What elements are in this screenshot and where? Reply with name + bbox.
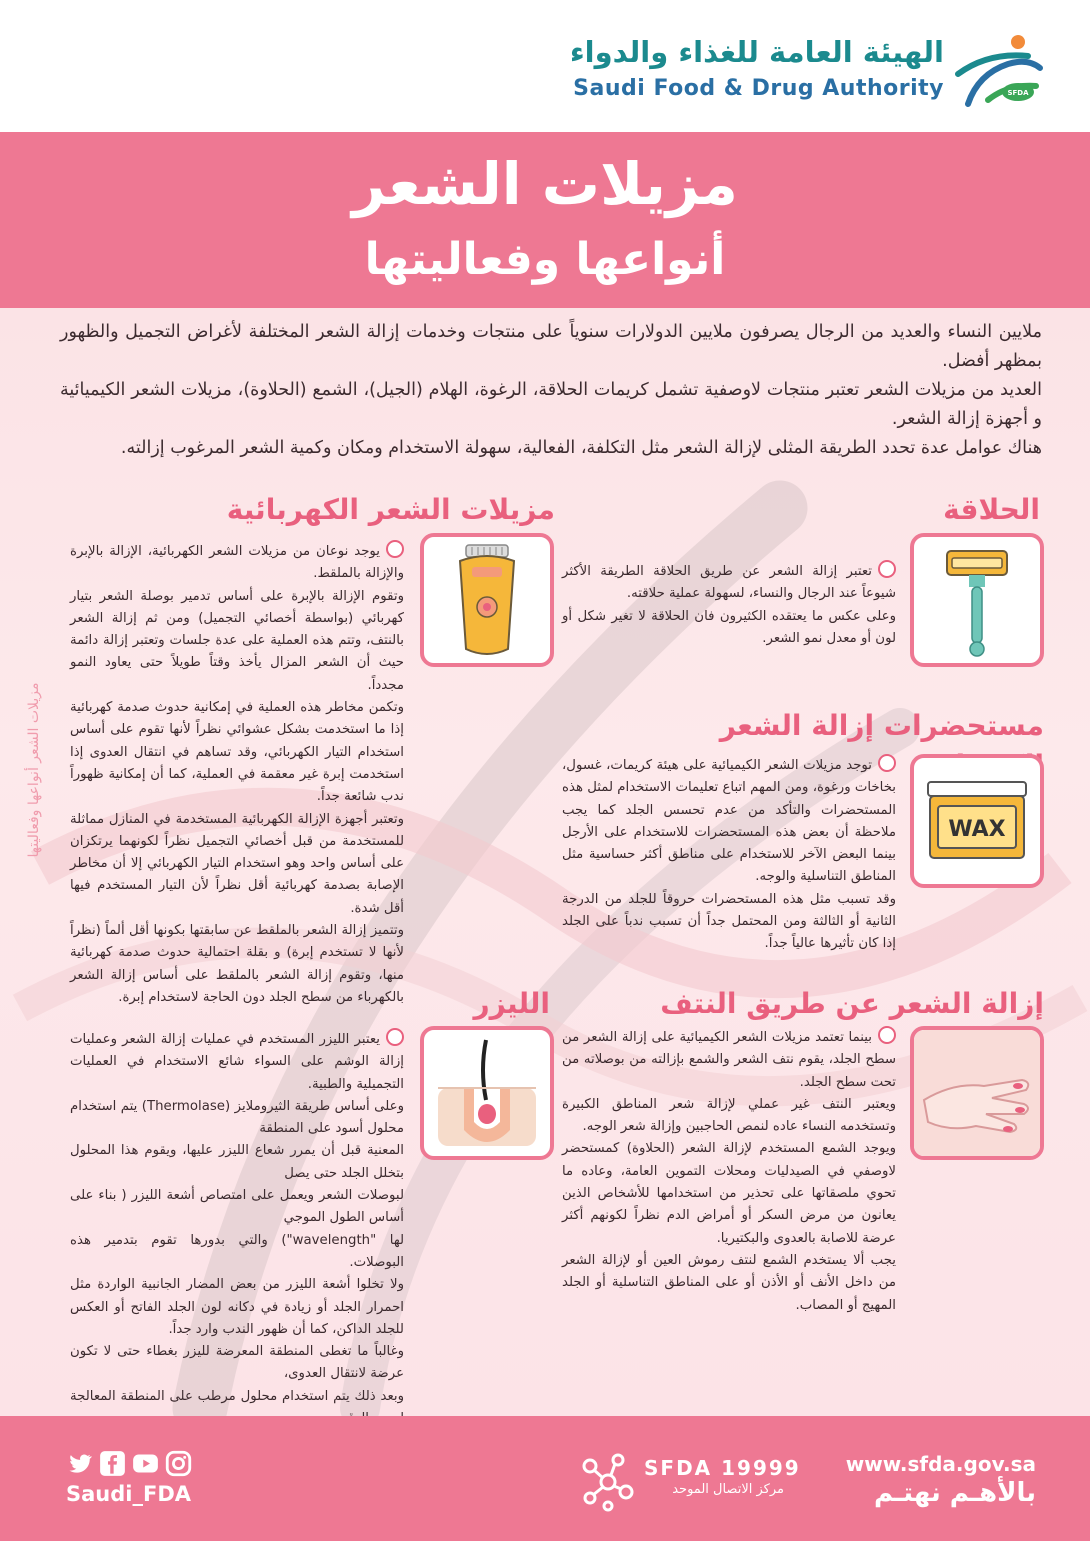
wax-jar-icon [914,758,1040,884]
section-title-shaving: الحلاقة [943,493,1040,526]
page-subtitle: أنواعها وفعاليتها [364,234,726,285]
website-link[interactable]: www.sfda.gov.sa [845,1452,1036,1476]
bullet-icon [878,754,896,772]
plucking-icon-box [910,1026,1044,1160]
bullet-icon [878,1026,896,1044]
logo-badge-text: SFDA [1007,89,1029,97]
hotline-number[interactable]: SFDA 19999 [644,1456,801,1480]
twitter-icon[interactable] [66,1450,93,1477]
org-name-english: Saudi Food & Drug Authority [573,76,944,101]
bullet-icon [386,1028,404,1046]
laser-text [70,1028,404,1430]
side-text: مزيلات الشعر أنواعها وفعاليتها [26,682,42,858]
intro-paragraph: العديد من مزيلات الشعر تعتبر منتجات لاوصفية تشمل كريمات الحلاقة، الرغوة، الهلام (الجيل)، الشمع (الحلاوة)، مزيلات الشعر الكيميائية و أجهزة إزالة الشعر. [60,380,1042,429]
razor-icon [914,537,1040,663]
instagram-icon[interactable] [165,1450,192,1477]
section-title-chemical: مستحضرات إزالة الشعر [719,709,1044,742]
chemical-paragraph: توجد مزيلات الشعر الكيميائية على هيئة كريمات، غسول، بخاخات ورغوة، ومن المهم اتباع تعليمات الاستخدام لمثل هذه المستحضرات والتأكد من عدم تحسس الجلد كما يجب ملاحظة أن بعض هذه المستحضرات للاستخدام على الأرجل بينما البعض الآخر للاستخدام على مناطق أكثر حساسية مثل المناطق التناسلية والوجه. [562,754,896,889]
laser-paragraph: لبوصلات الشعر ويعمل على امتصاص أشعة الليزر ( بناء على أساس الطول الموجي [70,1188,404,1226]
laser-paragraph: وبعد ذلك يتم استخدام محلول مرطب على المنطقة المعالجة [70,1388,404,1404]
laser-paragraph: يعتبر الليزر المستخدم في عمليات إزالة الشعر وعمليات إزالة الوشم على السواء شائع الاستخدام في العمليات التجميلية والطبية. [70,1028,404,1096]
laser-paragraph: المعنية قبل أن يمرر شعاع الليزر عليها، ويقوم هذا المحلول بتخلل الجلد حتى يصل [70,1143,404,1181]
plucking-paragraph: يجب ألا يستخدم الشمع لنتف رموش العين أو لإزالة الشعر من داخل الأنف أو الأذن أو على المناطق التناسلية أو الجلد المهيج أو المصاب. [562,1252,896,1313]
hand-icon [914,1030,1040,1156]
sfda-logo-icon [948,34,1048,114]
electric-paragraph: وتتميز إزالة الشعر بالملقط عن سابقتها بكونها أقل ألماً (نظراً لأنها لا تستخدم إبرة) و بقلة احتمالية حدوث صدمة كهربائية منها، وتقوم إزالة الشعر بالملقط على أساس إزالة الشعر بالكهرباء من سطح الجلد دون الحاجة لاستخدام إبرة. [70,923,404,1005]
intro-paragraph: هناك عوامل عدة تحدد الطريقة المثلى لإزالة الشعر مثل التكلفة، الفعالية، سهولة الاستخدام ومكان وكمية الشعر المرغوب إزالته. [120,438,1042,458]
electric-icon-box [420,533,554,667]
laser-icon-box [420,1026,554,1160]
laser-paragraph: لها "wavelength") والتي بدورها تقوم بتدمير هذه البوصلات. [70,1232,405,1270]
intro-text [60,318,1042,463]
hotline-label: مركز الاتصال الموحد [672,1482,784,1497]
electric-paragraph: وتعتبر أجهزة الإزالة الكهربائية المستخدمة في المنازل مماثلة للمستخدمة من قبل أخصائي التجميل نظراً لكونهما يرتكزان على أساس واحد وهو استخدام التيار الكهربائي إلا أن مخاطر الإصابة بصدمة كهربائية أقل نظراً لأن التيار المستخدم فيها أقل شدة. [70,811,404,916]
shaving-paragraph: تعتبر إزالة الشعر عن طريق الحلاقة الطريقة الأكثر شيوعاً عند الرجال والنساء، لسهولة عملية حلاقته. [562,560,896,606]
wax-label: WAX [948,817,1006,842]
section-title-plucking: إزالة الشعر عن طريق النتف [660,987,1044,1020]
facebook-icon[interactable] [99,1450,126,1477]
laser-paragraph: ولا تخلوا أشعة الليزر من بعض المضار الجانبية الواردة مثل احمرار الجلد أو زيادة في دكانه لون الجلد الفاتح أو العكس للجلد الداكن، كما أن ظهور الندب وارد جداً. [70,1277,404,1337]
intro-paragraph: ملايين النساء والعديد من الرجال يصرفون ملايين الدولارات سنوياً على منتجات وخدمات إزالة الشعر المختلفة لأغراض التجميل والظهور بمظهر أفضل. [60,322,1042,371]
slogan: بالأهـم نهتـم [873,1478,1036,1508]
plucking-paragraph: ويوجد الشمع المستخدم لإزالة الشعر (الحلاوة) كمستحضر لاوصفي في الصيدليات ومحلات التموين العامة، وعاده ما تحوي ملصقاتها على تحذير من استخدامها للأشخاص الذين يعانون من مرض السكر أو أمراض الدم نظراً لكونهم أكثر عرضة للاصابة بالعدوى والبكتيريا. [562,1141,896,1246]
youtube-icon[interactable] [132,1450,159,1477]
call-center-icon [578,1452,638,1512]
bullet-icon [386,540,404,558]
laser-paragraph: وغالباً ما تغطى المنطقة المعرضة لليزر بغطاء حتى لا تكون عرضة لانتقال العدوى، [70,1344,404,1382]
social-icons [66,1450,196,1480]
bullet-icon [878,560,896,578]
shaving-paragraph: وعلى عكس ما يعتقده الكثيرون فان الحلاقة لا تغير شكل أو لون أو معدل نمو الشعر. [562,608,896,646]
laser-paragraph: وعلى أساس طريقة الثيروملايز (Thermolase) يتم استخدام محلول أسود على المنطقة [70,1098,404,1137]
org-name-arabic: الهيئة العامة للغذاء والدواء [569,35,944,69]
chemical-icon-box [910,754,1044,888]
side-vertical-text [18,640,58,900]
electric-text [70,540,404,1009]
plucking-text [562,1026,896,1317]
section-title-electric: مزيلات الشعر الكهربائية [226,493,555,526]
plucking-paragraph: بينما تعتمد مزيلات الشعر الكيميائية على إزالة الشعر من سطح الجلد، يقوم نتف الشعر والشمع بإزالته من بوصلاته من تحت سطح الجلد. [562,1026,896,1094]
shaving-icon-box [910,533,1044,667]
electric-paragraph: يوجد نوعان من مزيلات الشعر الكهربائية، الإزالة بالإبرة والإزالة بالملقط. [70,540,404,586]
section-title-laser: الليزر [473,987,550,1020]
plucking-paragraph: ويعتبر النتف غير عملي لإزالة شعر المناطق الكبيرة وتستخدمه النساء عاده لنمص الحاجبين وإزالة شعر الوجه. [562,1096,896,1135]
electric-paragraph: وتقوم الإزالة بالإبرة على أساس تدمير بوصلة الشعر بتيار كهربائي (بواسطة أخصائي التجميل) ومن ثم إزالة الشعر بالنتف، وتتم هذه العملية على عدة جلسات وتعتبر إزالة دائمة حيث أن الشعر المزال يأخذ وقتاً طويلاً حتى يعاود النمو مجدداً. [70,588,404,693]
chemical-text [562,754,896,956]
social-handle[interactable]: Saudi_FDA [66,1482,192,1506]
epilator-icon [424,537,550,663]
shaving-text [562,560,896,650]
hair-follicle-icon [424,1030,550,1156]
electric-paragraph: وتكمن مخاطر هذه العملية في إمكانية حدوث صدمة كهربائية إذا ما استخدمت بشكل عشوائي نظراً لأنها تقوم على أساس استخدام التيار الكهربائي، وقد تساهم في انتقال العدوى إذا استخدمت إبرة غير معقمة في العملية، كما أن إمكانية ظهوراً ندب شائعة جداً. [70,700,404,805]
page-title: مزيلات الشعر [352,150,738,218]
chemical-paragraph: وقد تسبب مثل هذه المستحضرات حروقاً للجلد من الدرجة الثانية أو الثالثة ومن المحتمل جداً أن تسبب ندباً على الجلد إذا كان تأثيرها عالياً جداً. [562,891,896,952]
